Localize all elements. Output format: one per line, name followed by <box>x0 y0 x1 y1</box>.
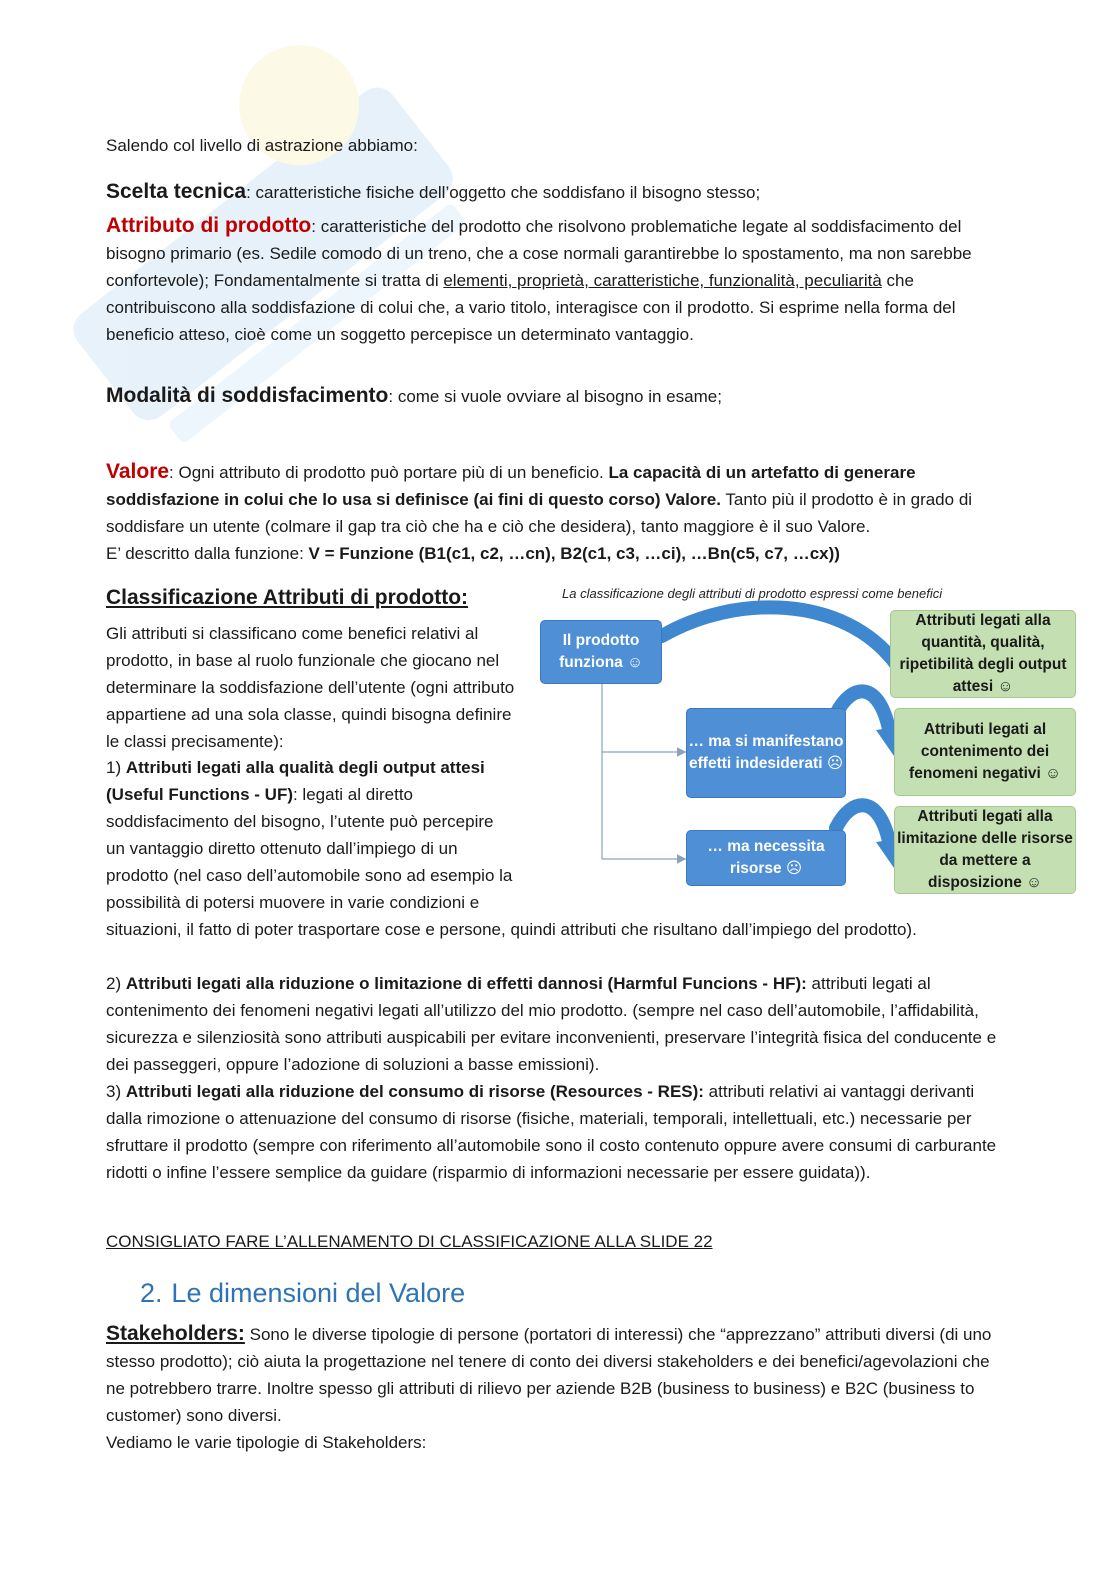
consigliato-note: CONSIGLIATO FARE L’ALLENAMENTO DI CLASSIFICAZIONE ALLA SLIDE 22 <box>106 1232 713 1251</box>
item-3-text: attributi relativi ai vantaggi derivanti dalla rimozione o attenuazione del consumo di risorse (fisiche, materiali, temporali, intellettuali, etc.) necessarie per sfruttare il prodotto (sempre con riferimento all’automobile sono il costo contenuto oppure avere consumi di carburante ridotti o infine l’essere semplice da guidare (risparmio di informazioni necessarie per essere guidata)). <box>106 1082 997 1182</box>
classificazione-intro: Gli attributi si classificano come benefici relativi al prodotto, in base al ruolo funzionale che giocano nel determinare la soddisfazione dell’utente (ogni attributo appartiene ad una sola classe, quindi bisogna definire le classi precisamente): <box>106 624 515 751</box>
item-2-text: attributi legati al contenimento dei fenomeni negativi legati all’utilizzo del mio prodotto. (sempre nel caso dell’automobile, l’affidabilità, sicurezza e silenziosità sono attributi auspicabili per evitare inconvenienti, preservare l’integrità fisica del conducente e dei passeggeri, oppure l’adozione di soluzioni a basse emissioni). <box>106 974 997 1074</box>
valore-paragraph <box>106 458 1006 567</box>
item-1-bold: Attributi legati alla qualità degli output attesi (Useful Functions - UF) <box>106 758 485 804</box>
section-2-heading <box>140 1278 465 1309</box>
box-product-works: Il prodotto funziona ☺ <box>540 620 662 684</box>
curved-arrow <box>662 607 896 664</box>
modalita-term: Modalità di soddisfacimento <box>106 384 389 407</box>
item-2-number: 2) <box>106 974 126 993</box>
attributo-term: Attributo di prodotto <box>106 214 312 237</box>
stakeholders-line-2: Vediamo le varie tipologie di Stakeholders: <box>106 1433 427 1452</box>
scelta-text: : caratteristiche fisiche dell’oggetto che soddisfano il bisogno stesso; <box>246 183 761 202</box>
scelta-paragraph <box>106 178 1006 206</box>
valore-function: V = Funzione (B1(c1, c2, …cn), B2(c1, c3, …ci), …Bn(c5, c7, …cx)) <box>308 544 840 563</box>
modalita-paragraph <box>106 382 1006 410</box>
attributo-underlined: elementi, proprietà, caratteristiche, funzionalità, peculiarità <box>443 271 882 290</box>
section-2-number: 2. <box>140 1278 163 1308</box>
item-3-paragraph <box>106 1078 1006 1186</box>
valore-bold: La capacità di un artefatto di generare soddisfazione in colui che lo usa si definisce (ai fini di questo corso) Valore. <box>106 463 916 509</box>
attributo-text-2: che contribuiscono alla soddisfazione di colui che, a vario titolo, interagisce con il prodotto. Si esprime nella forma del beneficio atteso, cioè come un soggetto percepisce un determinato vantaggio. <box>106 271 956 344</box>
valore-text-1: : Ogni attributo di prodotto può portare più di un beneficio. <box>169 463 609 482</box>
scelta-term: Scelta tecnica <box>106 180 247 203</box>
item-1-number: 1) <box>106 758 126 777</box>
valore-term: Valore <box>106 460 170 483</box>
classificazione-heading-text: Classificazione Attributi di prodotto: <box>106 586 469 609</box>
section-2-title: Le dimensioni del Valore <box>171 1278 466 1308</box>
item-2-bold: Attributi legati alla riduzione o limitazione di effetti dannosi (Harmful Funcions - HF): <box>125 974 807 993</box>
item-2-paragraph <box>106 970 1006 1078</box>
classificazione-heading <box>106 586 468 610</box>
valore-func-label: E’ descritto dalla funzione: <box>106 544 309 563</box>
item-3-number: 3) <box>106 1082 126 1101</box>
classificazione-text <box>106 620 526 755</box>
box-needs-resources: … ma necessita risorse ☹ <box>686 830 846 886</box>
attributo-text-1: : caratteristiche del prodotto che risolvono problematiche legate al soddisfacimento del bisogno primario (es. Sedile comodo di un treno, che a cose normali garantirebbe lo spostamento, ma non sarebbe confortevole); Fondamentalmente si tratta di <box>106 217 972 290</box>
box-harmful-attributes: Attributi legati al contenimento dei fenomeni negativi ☺ <box>894 708 1076 796</box>
stakeholders-text: Sono le diverse tipologie di persone (portatori di interessi) che “apprezzano” attributi diversi (di uno stesso prodotto); ciò aiuta la progettazione nel tenere di conto dei diversi stakeholders e dei benefici/agevolazioni che ne potrebbero trarre. Inoltre spesso gli attributi di rilievo per aziende B2B (business to business) e B2C (business to customer) sono diversi. <box>106 1325 992 1425</box>
valore-text-2: Tanto più il prodotto è in grado di soddisfare un utente (colmare il gap tra ciò che ha e ciò che desidera), tanto maggiore è il suo Valore. <box>106 490 973 536</box>
attributo-paragraph <box>106 212 1006 348</box>
classification-diagram <box>534 584 1080 898</box>
stakeholders-term: Stakeholders: <box>106 1322 245 1345</box>
stakeholders-paragraph <box>106 1320 1006 1456</box>
intro-text: Salendo col livello di astrazione abbiamo: <box>106 136 418 155</box>
item-1-text: : legati al diretto soddisfacimento del bisogno, l’utente può percepire un vantaggio diretto ottenuto dall’impiego di un prodotto (nel caso dell’automobile sono ad esempio la possibilità di potersi muovere in varie condizioni e situazioni, il fatto di poter trasportare cose e persone, quindi attributi che risultano dall’impiego del prodotto). <box>106 785 917 939</box>
item-3-bold: Attributi legati alla riduzione del consumo di risorse (Resources - RES): <box>125 1082 704 1101</box>
diagram-caption: La classificazione degli attributi di prodotto espressi come benefici <box>562 586 943 601</box>
box-undesired-effects: … ma si manifestano effetti indesiderati ☹ <box>686 708 846 798</box>
modalita-text: : come si vuole ovviare al bisogno in esame; <box>388 387 722 406</box>
box-resource-attributes: Attributi legati alla limitazione delle risorse da mettere a disposizione ☺ <box>894 806 1076 894</box>
connector-line <box>602 684 684 859</box>
box-useful-attributes: Attributi legati alla quantità, qualità, ripetibilità degli output attesi ☺ <box>890 610 1076 698</box>
